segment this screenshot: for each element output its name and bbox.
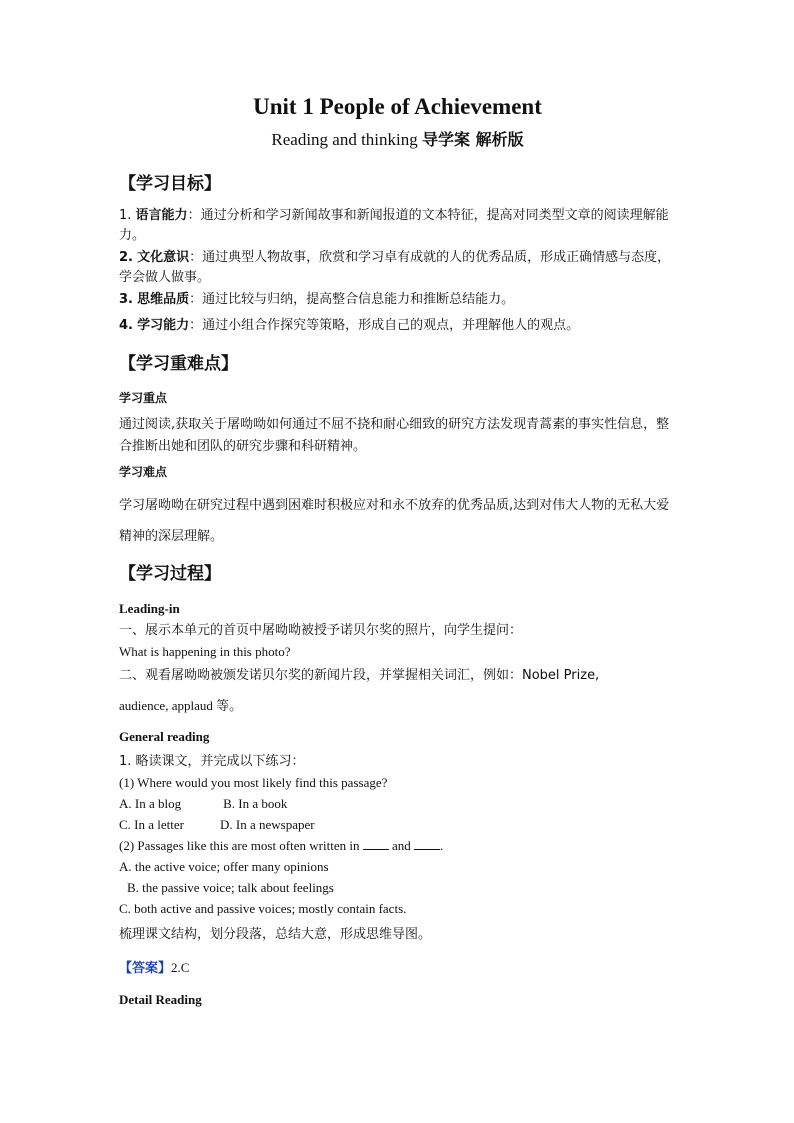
process-heading: 【学习过程】 [119, 564, 221, 584]
difficulty-text: 学习屠呦呦在研究过程中遇到困难时积极应对和永不放弃的优秀品质,达到对伟大人物的无私大爱精神的深层理解。 [119, 498, 670, 544]
question-1: (1) Where would you most likely find this passage? [119, 775, 388, 790]
answer-value: 2.C [171, 960, 190, 975]
question-2-option-b: B. the passive voice; talk about feelings [127, 880, 334, 895]
question-1-options-cd: C. In a letter D. In a newspaper [119, 817, 315, 832]
objective-item-3: 3. 思维品质：通过比较与归纳，提高整合信息能力和推断总结能力。 [119, 292, 515, 307]
leading-in-line-1: 一、展示本单元的首页中屠呦呦被授予诺贝尔奖的照片，向学生提问： [119, 623, 523, 638]
leading-in-line-4: audience, applaud 等。 [119, 698, 243, 713]
key-points-section [119, 352, 676, 552]
leading-in-line-3: 二、观看屠呦呦被颁发诺贝尔奖的新闻片段，并掌握相关词汇，例如：Nobel Prize, [119, 668, 600, 683]
key-points-heading: 【学习重难点】 [119, 354, 238, 374]
general-reading-intro: 1. 略读课文，并完成以下练习： [119, 754, 305, 769]
objective-item-4: 4. 学习能力：通过小组合作探究等策略，形成自己的观点，并理解他人的观点。 [119, 318, 580, 333]
document-subtitle [119, 128, 676, 152]
document-title: Unit 1 People of Achievement [253, 94, 542, 119]
subtitle-chinese: 导学案 解析版 [422, 130, 524, 149]
question-2-option-a: A. the active voice; offer many opinions [119, 859, 329, 874]
question-2-option-c: C. both active and passive voices; mostly contain facts. [119, 901, 407, 916]
answer-label: 【答案】 [119, 961, 172, 976]
subtitle-english: Reading and thinking [271, 130, 418, 149]
objectives-heading: 【学习目标】 [119, 174, 221, 194]
focus-label: 学习重点 [119, 391, 168, 405]
leading-in-line-2: What is happening in this photo? [119, 644, 291, 659]
outline-instruction: 梳理课文结构，划分段落，总结大意，形成思维导图。 [119, 927, 432, 942]
general-reading-label: General reading [119, 729, 210, 744]
detail-reading-label: Detail Reading [119, 992, 202, 1007]
leading-in-label: Leading-in [119, 601, 180, 616]
process-section [119, 562, 676, 1010]
question-2: (2) Passages like this are most often written in and . [119, 838, 444, 853]
answer-blank-1[interactable] [363, 837, 389, 850]
objective-item-2: 2. 文化意识：通过典型人物故事，欣赏和学习卓有成就的人的优秀品质，形成正确情感与态度，学会做人做事。 [119, 250, 671, 285]
answer-blank-2[interactable] [414, 837, 440, 850]
focus-text: 通过阅读,获取关于屠呦呦如何通过不屈不挠和耐心细致的研究方法发现青蒿素的事实性信息，整合推断出她和团队的研究步骤和科研精神。 [119, 417, 670, 454]
objectives-section [119, 172, 676, 336]
difficulty-label: 学习难点 [119, 465, 168, 479]
objective-item-1: 1. 语言能力：通过分析和学习新闻故事和新闻报道的文本特征，提高对同类型文章的阅读理解能力。 [119, 208, 669, 243]
answer-line [119, 957, 676, 979]
question-1-options-ab: A. In a blog B. In a book [119, 796, 288, 811]
